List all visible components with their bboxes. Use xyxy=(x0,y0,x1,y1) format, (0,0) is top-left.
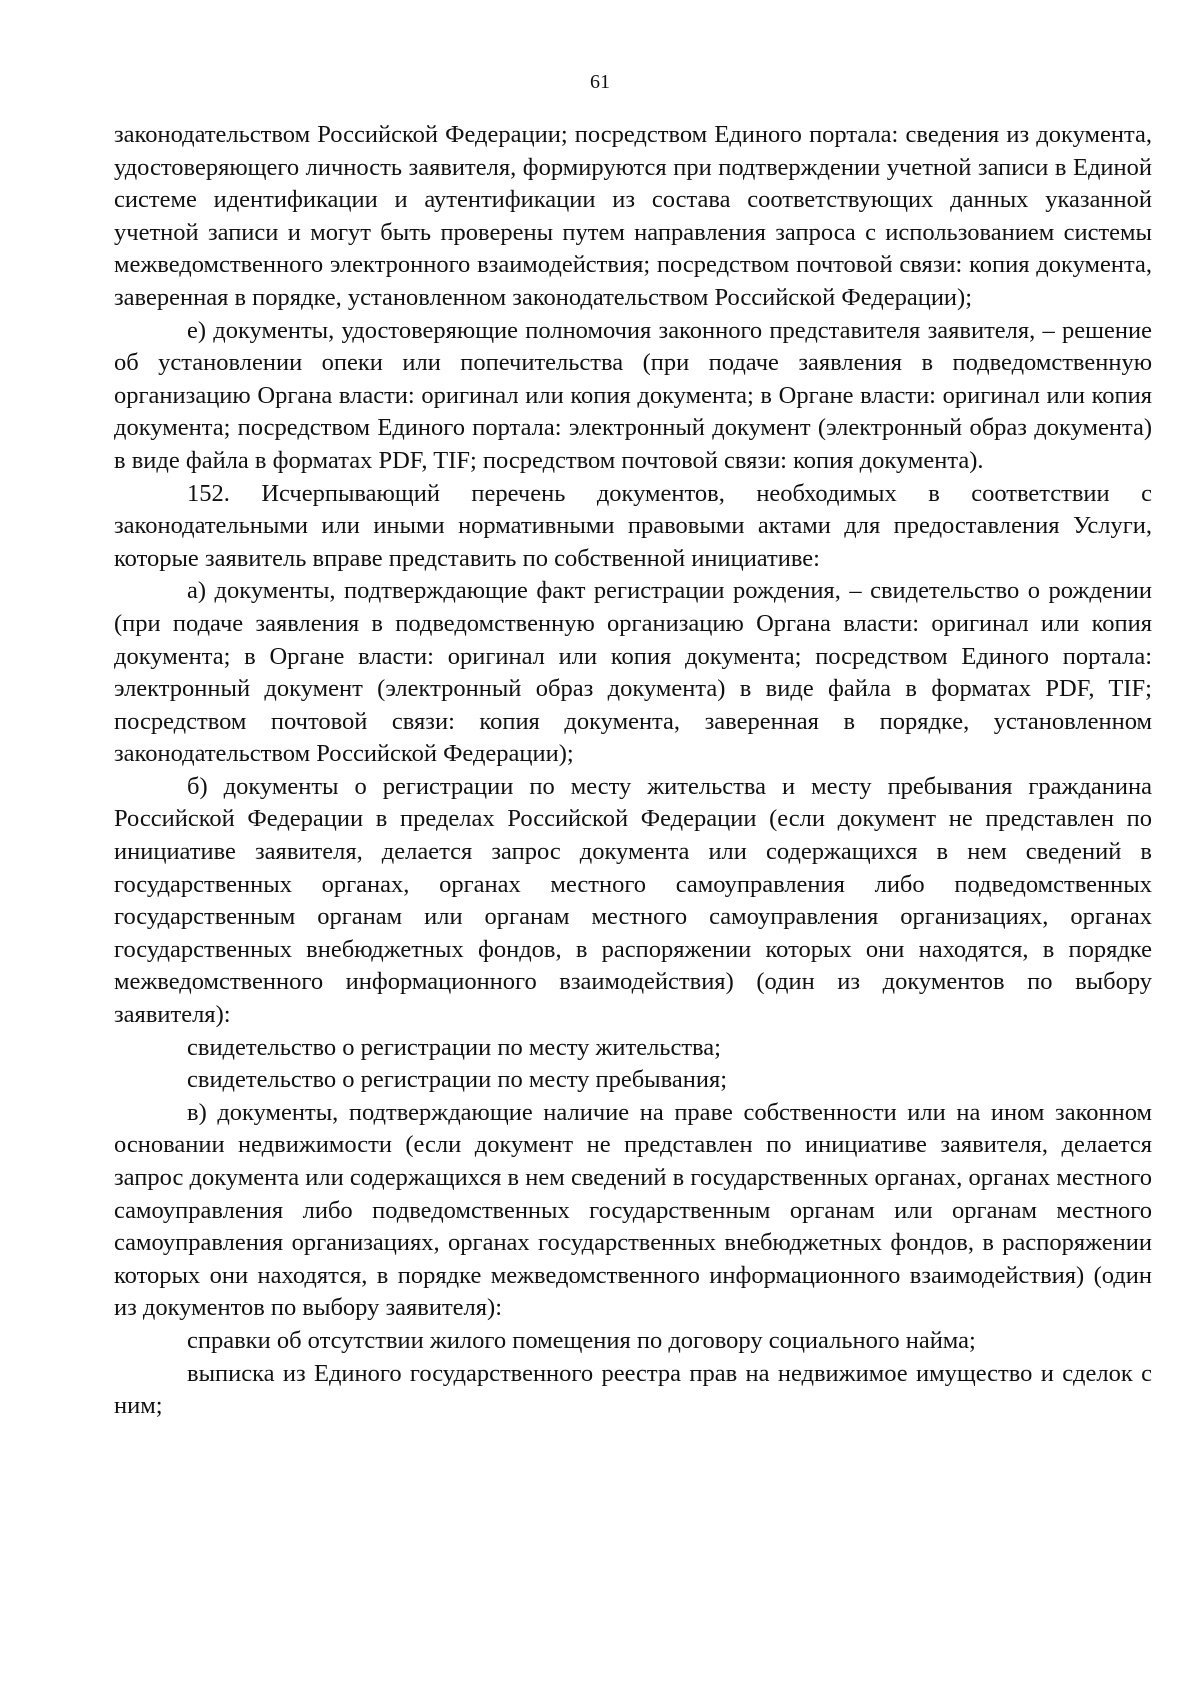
paragraph-residence-certificate: свидетельство о регистрации по месту жительства; xyxy=(187,1033,721,1061)
paragraph-item-v: в) документы, подтверждающие наличие на праве собственности или на ином законном основании недвижимости (если документ не представлен по инициативе заявителя, делается запрос документа или содержащихся в нем сведений в государственных органах, органах местного самоуправления либо подведомственных государственным органам или органам местного самоуправления организациях, органах государственных внебюджетных фондов, в распоряжении которых они находятся, в порядке межведомственного информационного взаимодействия) (один из документов по выбору заявителя): xyxy=(114,1098,1152,1322)
paragraph-continuation: законодательством Российской Федерации; посредством Единого портала: сведения из документа, удостоверяющего личность заявителя, формируются при подтверждении учетной записи в Единой системе идентификации и аутентификации из состава соответствующих данных указанной учетной записи и могут быть проверены путем направления запроса с использованием системы межведомственного электронного взаимодействия; посредством почтовой связи: копия документа, заверенная в порядке, установленном законодательством Российской Федерации); xyxy=(114,121,1152,311)
paragraph-registry-extract: выписка из Единого государственного реестра прав на недвижимое имущество и сделок с ним; xyxy=(114,1359,1152,1420)
paragraph-item-e: е) документы, удостоверяющие полномочия законного представителя заявителя, – решение об установлении опеки или попечительства (при подаче заявления в подведомственную организацию Органа власти: оригинал или копия документа; в Органе власти: оригинал или копия документа; посредством Единого портала: электронный документ (электронный образ документа) в виде файла в форматах PDF, TIF; посредством почтовой связи: копия документа). xyxy=(114,316,1152,474)
paragraph-item-a: а) документы, подтверждающие факт регистрации рождения, – свидетельство о рождении (при подаче заявления в подведомственную организацию Органа власти: оригинал или копия документа; в Органе власти: оригинал или копия документа; посредством Единого портала: электронный документ (электронный образ документа) в виде файла в форматах PDF, TIF; посредством почтовой связи: копия документа, заверенная в порядке, установленном законодательством Российской Федерации); xyxy=(114,577,1152,768)
paragraph-no-housing-certificate: справки об отсутствии жилого помещения по договору социального найма; xyxy=(187,1326,976,1354)
paragraph-stay-certificate: свидетельство о регистрации по месту пребывания; xyxy=(187,1066,728,1094)
paragraph-152: 152. Исчерпывающий перечень документов, необходимых в соответствии с законодательными или иными нормативными правовыми актами для предоставления Услуги, которые заявитель вправе представить по собственной инициативе: xyxy=(114,479,1152,572)
page-number: 61 xyxy=(590,71,610,93)
document-body xyxy=(114,119,1152,1423)
paragraph-item-b: б) документы о регистрации по месту жительства и месту пребывания гражданина Российской Федерации в пределах Российской Федерации (если документ не представлен по инициативе заявителя, делается запрос документа или содержащихся в нем сведений в государственных органах, органах местного самоуправления либо подведомственных государственным органам или органам местного самоуправления организациях, органах государственных внебюджетных фондов, в распоряжении которых они находятся, в порядке межведомственного информационного взаимодействия) (один из документов по выбору заявителя): xyxy=(114,772,1152,1029)
